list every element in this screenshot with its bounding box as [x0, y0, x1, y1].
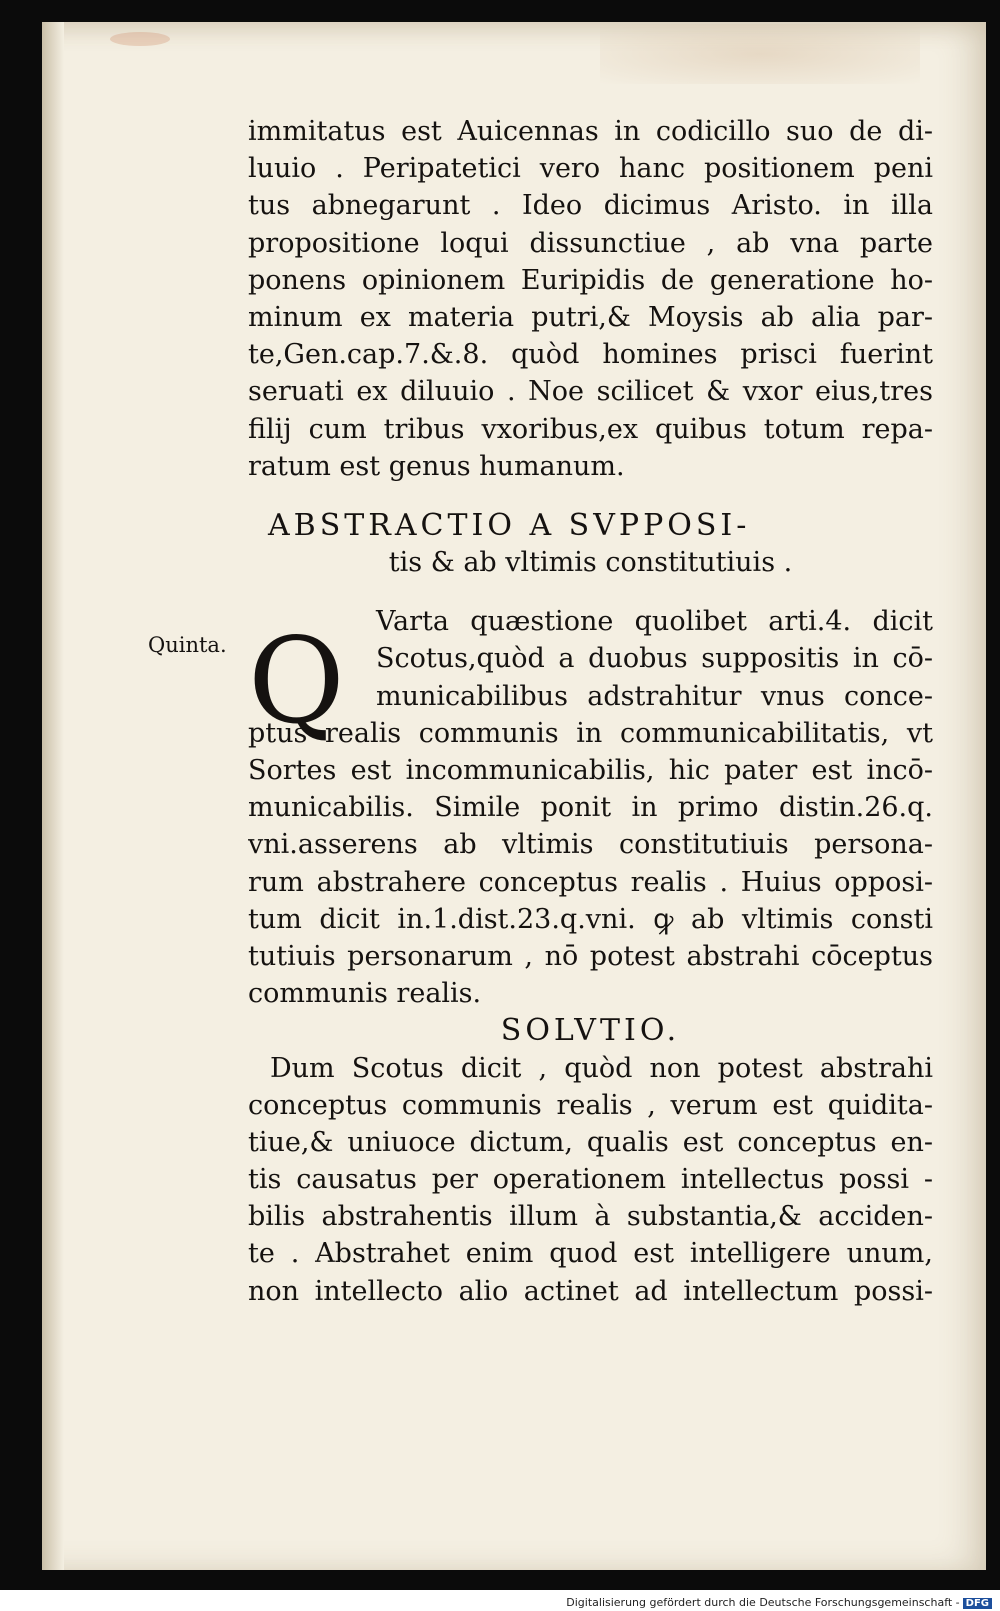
footer-text: Digitalisierung gefördert durch die Deutsche Forschungsgemeinschaft - [566, 1596, 960, 1609]
text-line: seruati ex diluuio . Noe scilicet & vxor eius,tres [248, 376, 933, 408]
text-line: immitatus est Auicennas in codicillo suo de di- [248, 116, 933, 147]
digitization-footer [566, 1596, 992, 1609]
text-line: tutiuis personarum , nō potest abstrahi cōceptus [248, 940, 933, 972]
text-line: Sortes est incommunicabilis, hic pater est incō- [248, 755, 933, 786]
section-heading-solutio: SOLVTIO. [500, 1013, 681, 1049]
dfg-logo-badge: DFG [963, 1598, 992, 1609]
text-line: non intellecto alio actinet ad intellectum possi- [248, 1275, 933, 1307]
text-line: tiue,& uniuoce dictum, qualis est conceptus en- [248, 1126, 933, 1158]
text-line: rum abstrahere conceptus realis . Huius opposi- [248, 866, 933, 898]
section-heading-abstractio [248, 507, 933, 581]
margin-note: Quinta. [148, 633, 227, 657]
text-line: filij cum tribus vxoribus,ex quibus totum repa- [248, 413, 933, 445]
text-line: propositione loqui dissunctiue , ab vna parte [248, 227, 933, 259]
text-line: bilis abstrahentis illum à substantia,& acciden- [248, 1201, 933, 1233]
text-line: vni.asserens ab vltimis constitutiuis persona- [248, 829, 933, 861]
text-line: ponens opinionem Euripidis de generatione ho- [248, 264, 933, 296]
text-line: te,Gen.cap.7.&.8. quòd homines prisci fuerint [248, 339, 933, 371]
drop-cap: Q [248, 612, 345, 750]
text-line: ratum est genus humanum. [248, 450, 625, 482]
text-line: communis realis. [248, 978, 482, 1010]
text-line: ptus realis communis in communicabilitatis, vt [248, 717, 933, 749]
text-line: Varta quæstione quolibet arti.4. dicit [376, 606, 933, 638]
text-line: tis causatus per operationem intellectus possi - [248, 1164, 933, 1196]
page-stain [110, 32, 170, 46]
text-line: Scotus,quòd a duobus suppositis in cō- [376, 643, 933, 675]
page-gutter-shadow [42, 22, 64, 1570]
text-line: minum ex materia putri,& Moysis ab alia par- [248, 301, 933, 333]
paragraph-3 [248, 1050, 933, 1310]
text-line: tum dicit in.1.dist.23.q.vni. ꝙ ab vltimis consti [248, 903, 933, 935]
paragraph-2 [248, 715, 933, 1013]
heading-line: ABSTRACTIO A SVPPOSI- [268, 507, 751, 543]
paragraph-1 [248, 113, 933, 485]
text-line: luuio . Peripatetici vero hanc positionem peni [248, 153, 933, 185]
text-line: municabilis. Simile ponit in primo distin.26.q. [248, 792, 933, 824]
text-line: te . Abstrahet enim quod est intelligere unum, [248, 1238, 933, 1270]
text-line: conceptus communis realis , verum est quidita- [248, 1089, 933, 1121]
text-line: municabilibus adstrahitur vnus conce- [376, 680, 933, 712]
text-line: tus abnegarunt . Ideo dicimus Aristo. in illa [248, 190, 933, 222]
text-line: Dum Scotus dicit , quòd non potest abstrahi [270, 1052, 933, 1084]
page-text [248, 113, 933, 1310]
page-stain [600, 24, 920, 84]
heading-line: tis & ab vltimis constitutiuis . [388, 547, 793, 579]
paragraph-2-dropcap-lines [248, 603, 933, 715]
